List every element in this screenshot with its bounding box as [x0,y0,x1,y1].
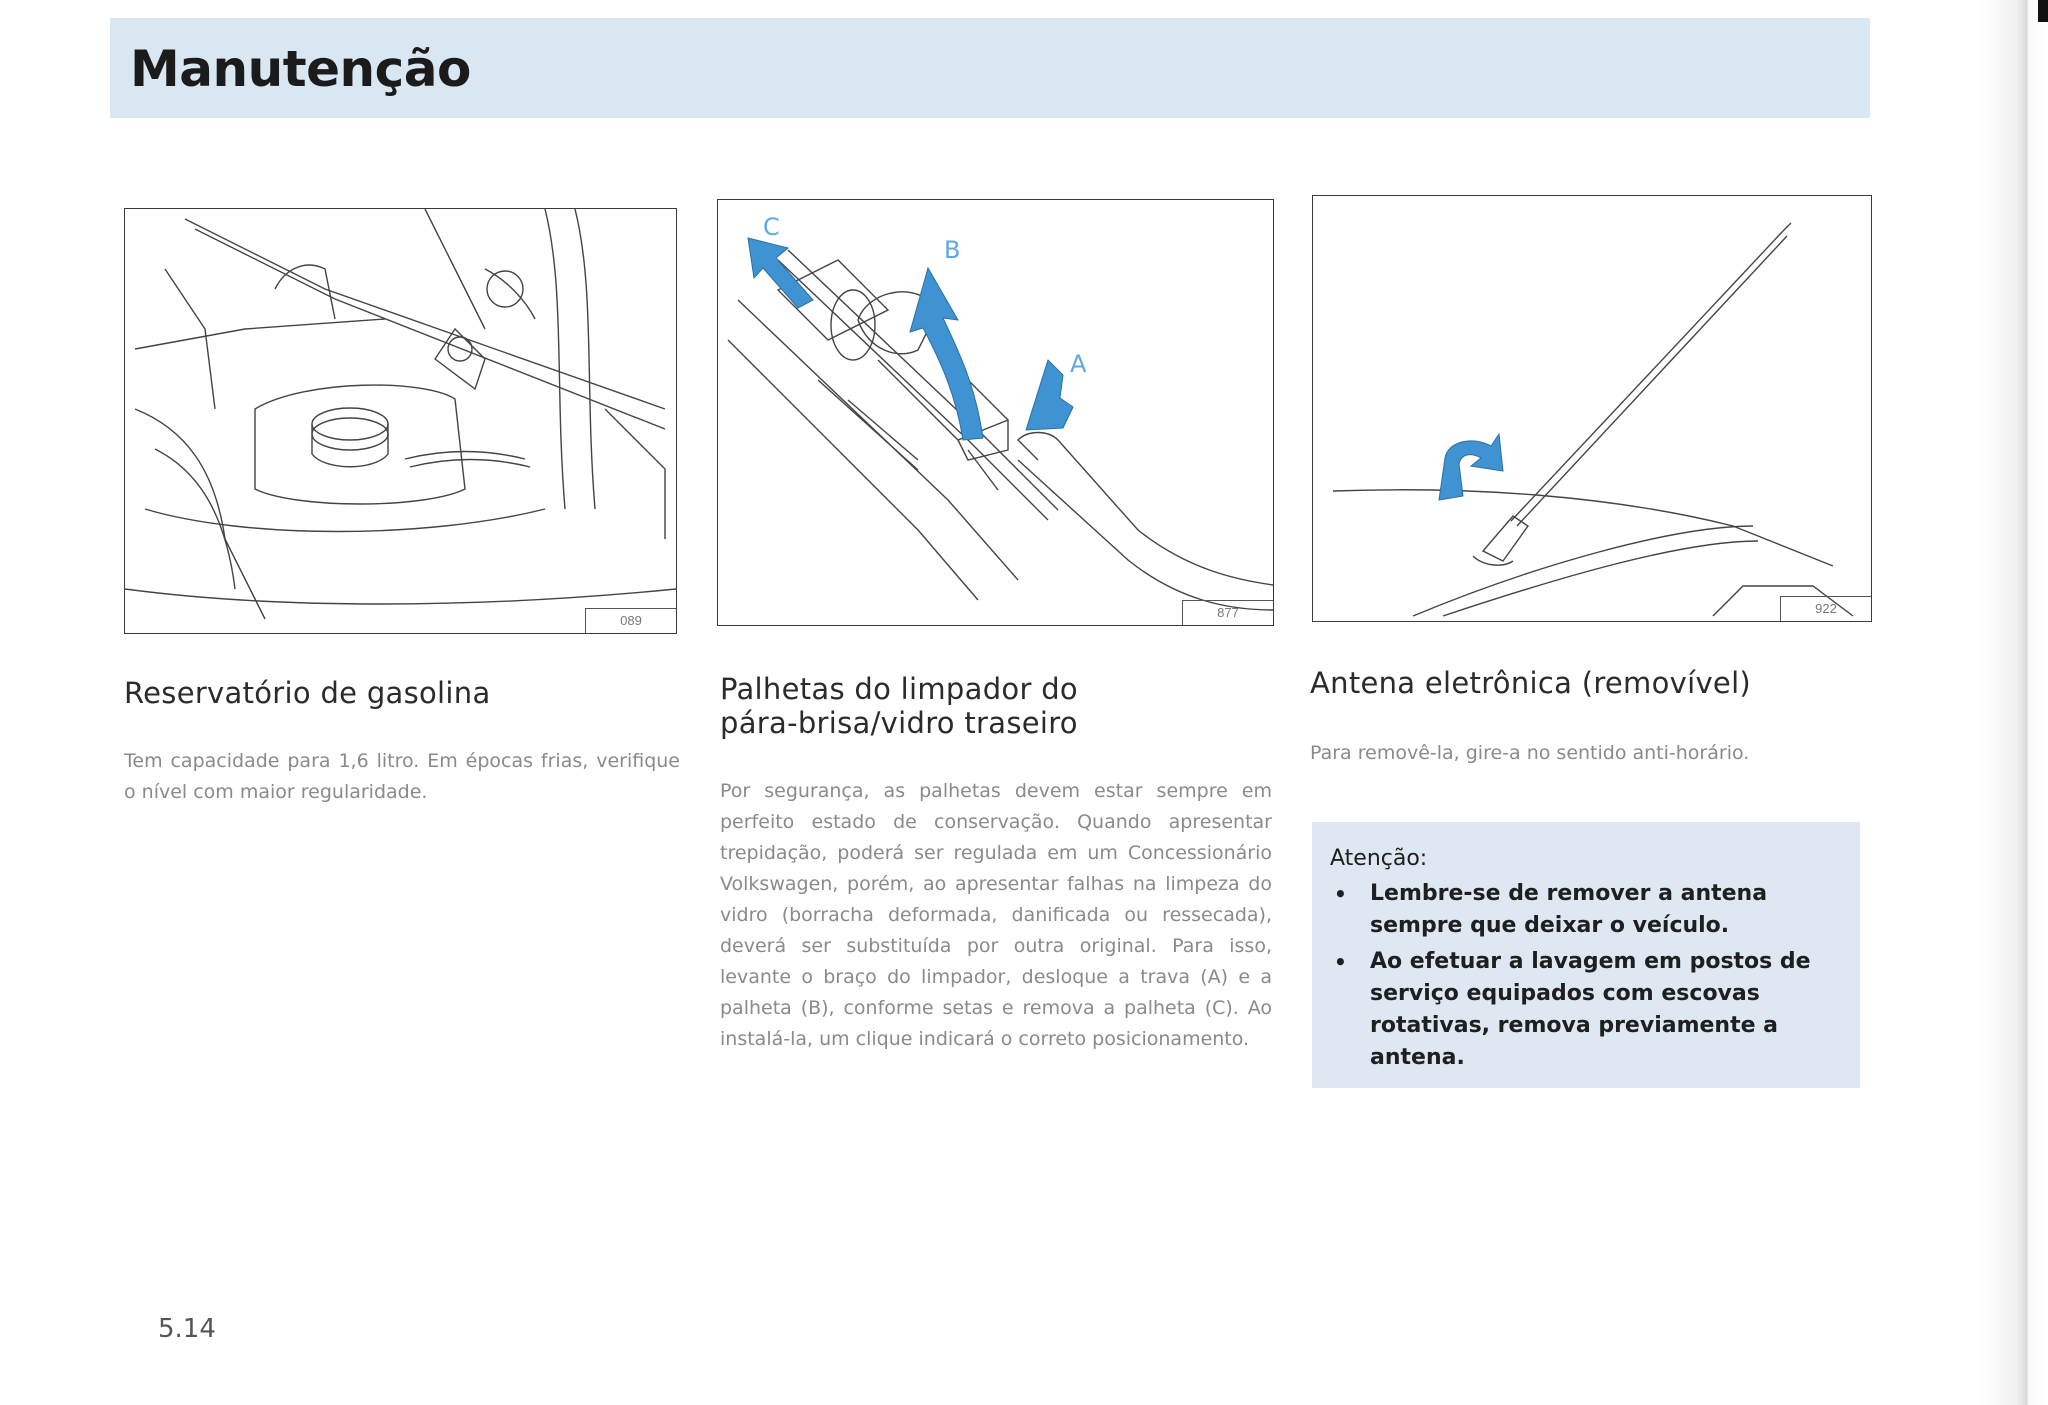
body-fuel-reservoir: Tem capacidade para 1,6 litro. Em épocas frias, verifique o nível com maior regularidade. [124,750,680,803]
attention-item [1330,878,1840,942]
fuel-reservoir-illustration [125,209,676,633]
figure-code: 877 [1182,600,1273,625]
heading-fuel-reservoir: Reservatório de gasolina [124,676,491,710]
page-edge-shadow [1978,0,2048,1405]
attention-item [1330,946,1840,1074]
figure-code: 089 [585,608,676,633]
attention-item-text: Lembre-se de remover a antena sempre que deixar o veículo. [1370,881,1768,938]
body-wiper-blades: Por segurança, as palhetas devem estar sempre em perfeito estado de conservação. Quando apresentar trepidação, poderá ser regulada em um Concessionário Volkswagen, porém, ao apresentar falhas na limpeza do vidro (borracha deformada, danificada ou ressecada), deverá ser substituída por outra original. Para isso, levante o braço do limpador, desloque a trava (A) e a palheta (B), conforme setas e remova a palheta (C). Ao instalá-la, um clique indicará o correto posicionamento. [720,780,1272,1050]
heading-line-2: pára-brisa/vidro traseiro [720,706,1078,740]
heading-antenna: Antena eletrônica (removível) [1310,666,1752,700]
figure-code: 922 [1780,596,1871,621]
label-c: C [763,213,780,241]
page-corner-mark [2038,0,2048,22]
attention-title: Atenção: [1330,846,1428,871]
label-a: A [1070,350,1087,378]
wiper-blade-illustration [718,200,1273,625]
label-b: B [944,236,961,264]
header-band [110,18,1870,118]
antenna-illustration [1313,196,1871,621]
heading-line-1: Palhetas do limpador do [720,672,1078,706]
bullet-icon: • [1334,882,1347,906]
figure-fuel-reservoir [124,208,677,634]
figure-wiper-blade [717,199,1274,626]
attention-list [1330,878,1840,1078]
page-title: Manutenção [130,40,471,98]
bullet-icon: • [1334,950,1347,974]
heading-wiper-blades [720,672,1078,740]
attention-box [1312,822,1860,1088]
page-number: 5.14 [158,1314,216,1344]
figure-antenna [1312,195,1872,622]
body-antenna: Para removê-la, gire-a no sentido anti-horário. [1310,742,1750,764]
attention-item-text: Ao efetuar a lavagem em postos de serviço equipados com escovas rotativas, remova previamente a antena. [1370,949,1811,1070]
